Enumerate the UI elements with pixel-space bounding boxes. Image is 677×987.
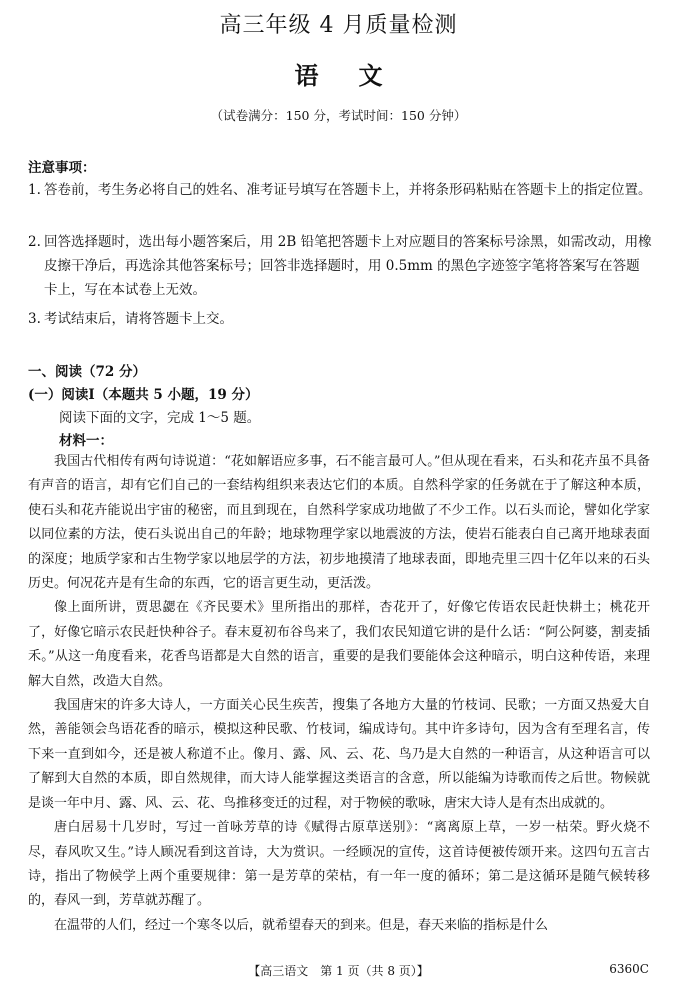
paragraph-4: 唐白居易十几岁时，写过一首咏芳草的诗《赋得古原草送别》：“离离原上草，一岁一枯荣。野火烧不尽，春风吹又生。”诗人顾况看到这首诗，大为赏识。一经顾况的宣传，这首诗便被传颂开来。这四句五言古诗，指出了物候学上两个重要规律：第一是芳草的荣枯，有一年一度的循环；第二是这循环是随气候转移的，春风一到，芳草就苏醒了。 — [28, 820, 650, 909]
subsection-heading: (一）阅读Ⅰ（本题共 5 小题，19 分） — [28, 387, 259, 403]
note-item-3 — [28, 307, 652, 331]
note-item-1 — [28, 178, 652, 202]
reading-passage — [28, 450, 650, 938]
notes-heading: 注意事项： — [28, 160, 96, 176]
note-text: 答卷前，考生务必将自己的姓名、准考证号填写在答题卡上，并将条形码粘贴在答题卡上的指定位置。 — [44, 182, 652, 198]
exam-title: 高三年级 4 月质量检测 — [219, 13, 458, 38]
paragraph-2: 像上面所讲，贾思勰在《齐民要术》里所指出的那样，杏花开了，好像它传语农民赶快耕土；桃花开了，好像它暗示农民赶快种谷子。春末夏初布谷鸟来了，我们农民知道它讲的是什么话：“阿公阿婆，割麦插禾。”从这一角度看来，花香鸟语都是大自然的语言，重要的是我们要能体会这种暗示，明白这种传语，来理解大自然，改造大自然。 — [28, 600, 650, 689]
part-heading: 一、阅读（72 分） — [28, 364, 146, 380]
exam-meta: （试卷满分：150 分，考试时间：150 分钟） — [210, 108, 467, 123]
material-label: 材料一： — [59, 433, 113, 449]
instruction-text: 阅读下面的文字，完成 1～5 题。 — [59, 410, 261, 426]
note-item-2 — [28, 230, 652, 302]
note-text: 考试结束后，请将答题卡上交。 — [44, 311, 233, 327]
subject-title: 语文 — [294, 61, 423, 90]
paragraph-1: 我国古代相传有两句诗说道：“花如解语应多事，石不能言最可人。”但从现在看来，石头和花卉虽不具备有声音的语言，却有它们自己的一套结构组织来表达它们的本质。自然科学家的任务就在于了解这种本质，使石头和花卉能说出宇宙的秘密，而且到现在，自然科学家成功地做了不少工作。以石头而论，譬如化学家以同位素的方法，使石头说出自己的年龄；地球物理学家以地震波的方法，使岩石能表白自己离开地球表面的深度；地质学家和古生物学家以地层学的方法，初步地摸清了地球表面，即地壳里三四十亿年以来的石头历史。何况花卉是有生命的东西，它的语言更生动，更活泼。 — [28, 454, 650, 592]
note-number: 1. — [28, 182, 41, 198]
paragraph-3: 我国唐宋的许多大诗人，一方面关心民生疾苦，搜集了各地方大量的竹枝词、民歌；一方面又热爱大自然，善能领会鸟语花香的暗示，模拟这种民歌、竹枝词，编成诗句。其中许多诗句，因为含有至理名言，传下来一直到如今，还是被人称道不止。像月、露、风、云、花、鸟乃是大自然的一种语言，从这种语言可以了解到大自然的本质，即自然规律，而大诗人能掌握这类语言的含意，所以能编为诗歌而传之后世。物候就是谈一年中月、露、风、云、花、鸟推移变迁的过程，对于物候的歌咏，唐宋大诗人是有杰出成就的。 — [28, 698, 650, 811]
paragraph-5: 在温带的人们，经过一个寒冬以后，就希望春天的到来。但是，春天来临的指标是什么 — [54, 917, 549, 933]
note-number: 3. — [28, 311, 41, 327]
exam-code: 6360C — [609, 962, 649, 976]
note-number: 2. — [28, 234, 41, 250]
page-indicator: 【高三语文 第 1 页（共 8 页）】 — [248, 964, 429, 978]
note-text: 回答选择题时，选出每小题答案后，用 2B 铅笔把答题卡上对应题目的答案标号涂黑，如需改动，用橡皮擦干净后，再选涂其他答案标号；回答非选择题时，用 0.5mm 的黑色字迹签字笔将答案写在答题卡上，写在本试卷上无效。 — [44, 234, 652, 298]
